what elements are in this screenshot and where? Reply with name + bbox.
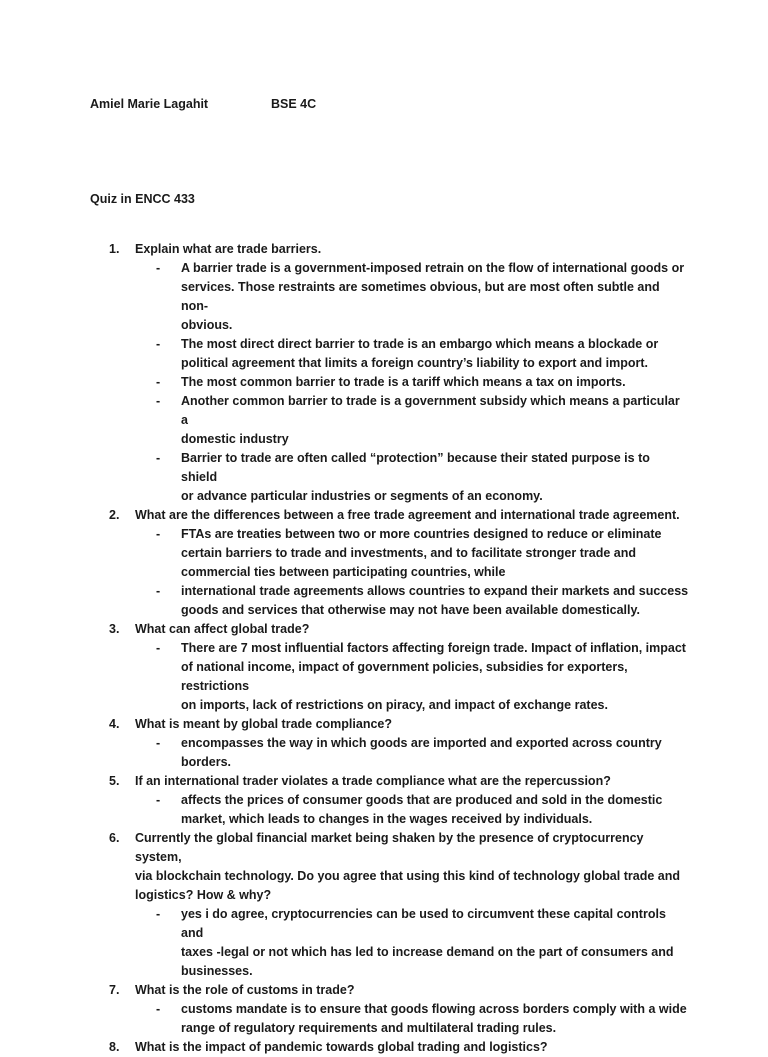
answer-text-line: obvious. (181, 318, 233, 332)
question-number: 3. (109, 622, 120, 636)
answer-text-line: A barrier trade is a government-imposed retrain on the flow of international goods or (181, 261, 685, 275)
answer-text-line: of national income, impact of government policies, subsidies for exporters, restrictions (181, 660, 628, 693)
answer-text-line: Another common barrier to trade is a government subsidy which means a particular a (181, 394, 680, 427)
dash-bullet: - (156, 736, 161, 750)
dash-bullet: - (156, 337, 161, 351)
question-item (109, 620, 689, 715)
dash-bullet: - (156, 394, 161, 408)
answer-item (135, 639, 689, 715)
answer-item (135, 582, 689, 620)
answer-text-line: There are 7 most influential factors affecting foreign trade. Impact of inflation, impact (181, 641, 686, 655)
question-text-line: What are the differences between a free trade agreement and international trade agreement. (135, 508, 680, 522)
answer-text-line: businesses. (181, 964, 253, 978)
question-number: 4. (109, 717, 120, 731)
question-list (109, 240, 689, 1057)
answer-text-line: on imports, lack of restrictions on piracy, and impact of exchange rates. (181, 698, 608, 712)
question-text (135, 240, 689, 259)
dash-bullet: - (156, 375, 161, 389)
answer-text-line: customs mandate is to ensure that goods flowing across borders comply with a wide (181, 1002, 687, 1016)
question-number: 5. (109, 774, 120, 788)
answer-text-line: range of regulatory requirements and multilateral trading rules. (181, 1021, 557, 1035)
answer-text-line: affects the prices of consumer goods that are produced and sold in the domestic (181, 793, 663, 807)
author-name: Amiel Marie Lagahit (90, 97, 209, 111)
question-number: 8. (109, 1040, 120, 1054)
question-text (135, 772, 689, 791)
dash-bullet: - (156, 641, 161, 655)
dash-bullet: - (156, 1002, 161, 1016)
question-item (109, 829, 689, 981)
dash-bullet: - (156, 584, 161, 598)
answer-list (135, 1000, 689, 1038)
question-number: 1. (109, 242, 120, 256)
answer-text-line: market, which leads to changes in the wages received by individuals. (181, 812, 593, 826)
question-text-line: via blockchain technology. Do you agree that using this kind of technology global trade and (135, 869, 680, 883)
question-text-line: What is meant by global trade compliance? (135, 717, 392, 731)
answer-list (135, 791, 689, 829)
question-number: 2. (109, 508, 120, 522)
question-text-line: What is the impact of pandemic towards global trading and logistics? (135, 1040, 548, 1054)
answer-list (135, 639, 689, 715)
question-text (135, 506, 689, 525)
answer-text-line: borders. (181, 755, 232, 769)
answer-list (135, 905, 689, 981)
answer-text-line: The most direct direct barrier to trade is an embargo which means a blockade or (181, 337, 659, 351)
answer-text-line: The most common barrier to trade is a tariff which means a tax on imports. (181, 375, 626, 389)
answer-item (135, 905, 689, 981)
answer-text-line: Barrier to trade are often called “protection” because their stated purpose is to shield (181, 451, 650, 484)
question-text (135, 829, 689, 905)
answer-item (135, 791, 689, 829)
answer-text-line: international trade agreements allows countries to expand their markets and success (181, 584, 689, 598)
answer-list (135, 259, 689, 506)
question-item (109, 715, 689, 772)
question-text (135, 981, 689, 1000)
answer-item (135, 734, 689, 772)
answer-text-line: political agreement that limits a foreign country’s liability to export and import. (181, 356, 648, 370)
quiz-title: Quiz in ENCC 433 (90, 192, 195, 206)
dash-bullet: - (156, 907, 161, 921)
class-section: BSE 4C (271, 97, 317, 111)
question-number: 7. (109, 983, 120, 997)
question-number: 6. (109, 831, 120, 845)
question-text (135, 620, 689, 639)
question-text-line: Explain what are trade barriers. (135, 242, 322, 256)
answer-text-line: FTAs are treaties between two or more countries designed to reduce or eliminate (181, 527, 662, 541)
question-item (109, 506, 689, 620)
answer-text-line: services. Those restraints are sometimes obvious, but are most often subtle and non- (181, 280, 660, 313)
question-text-line: What is the role of customs in trade? (135, 983, 355, 997)
answer-item (135, 392, 689, 449)
question-item (109, 1038, 689, 1057)
answer-list (135, 734, 689, 772)
answer-item (135, 1000, 689, 1038)
answer-item (135, 525, 689, 582)
answer-item (135, 449, 689, 506)
answer-item (135, 373, 689, 392)
answer-item (135, 259, 689, 335)
question-text-line: What can affect global trade? (135, 622, 310, 636)
answer-text-line: yes i do agree, cryptocurrencies can be used to circumvent these capital controls and (181, 907, 666, 940)
answer-text-line: goods and services that otherwise may not have been available domestically. (181, 603, 640, 617)
question-text-line: Currently the global financial market being shaken by the presence of cryptocurrency system, (135, 831, 644, 864)
dash-bullet: - (156, 793, 161, 807)
answer-list (135, 525, 689, 620)
answer-item (135, 335, 689, 373)
question-text-line: logistics? How & why? (135, 888, 272, 902)
answer-text-line: or advance particular industries or segments of an economy. (181, 489, 543, 503)
dash-bullet: - (156, 527, 161, 541)
dash-bullet: - (156, 451, 161, 465)
question-text (135, 1038, 689, 1057)
answer-text-line: certain barriers to trade and investments, and to facilitate stronger trade and (181, 546, 636, 560)
answer-text-line: taxes -legal or not which has led to increase demand on the part of consumers and (181, 945, 674, 959)
question-item (109, 981, 689, 1038)
question-item (109, 772, 689, 829)
question-item (109, 240, 689, 506)
answer-text-line: domestic industry (181, 432, 289, 446)
answer-text-line: encompasses the way in which goods are imported and exported across country (181, 736, 662, 750)
question-text (135, 715, 689, 734)
dash-bullet: - (156, 261, 161, 275)
answer-text-line: commercial ties between participating countries, while (181, 565, 506, 579)
question-text-line: If an international trader violates a trade compliance what are the repercussion? (135, 774, 611, 788)
